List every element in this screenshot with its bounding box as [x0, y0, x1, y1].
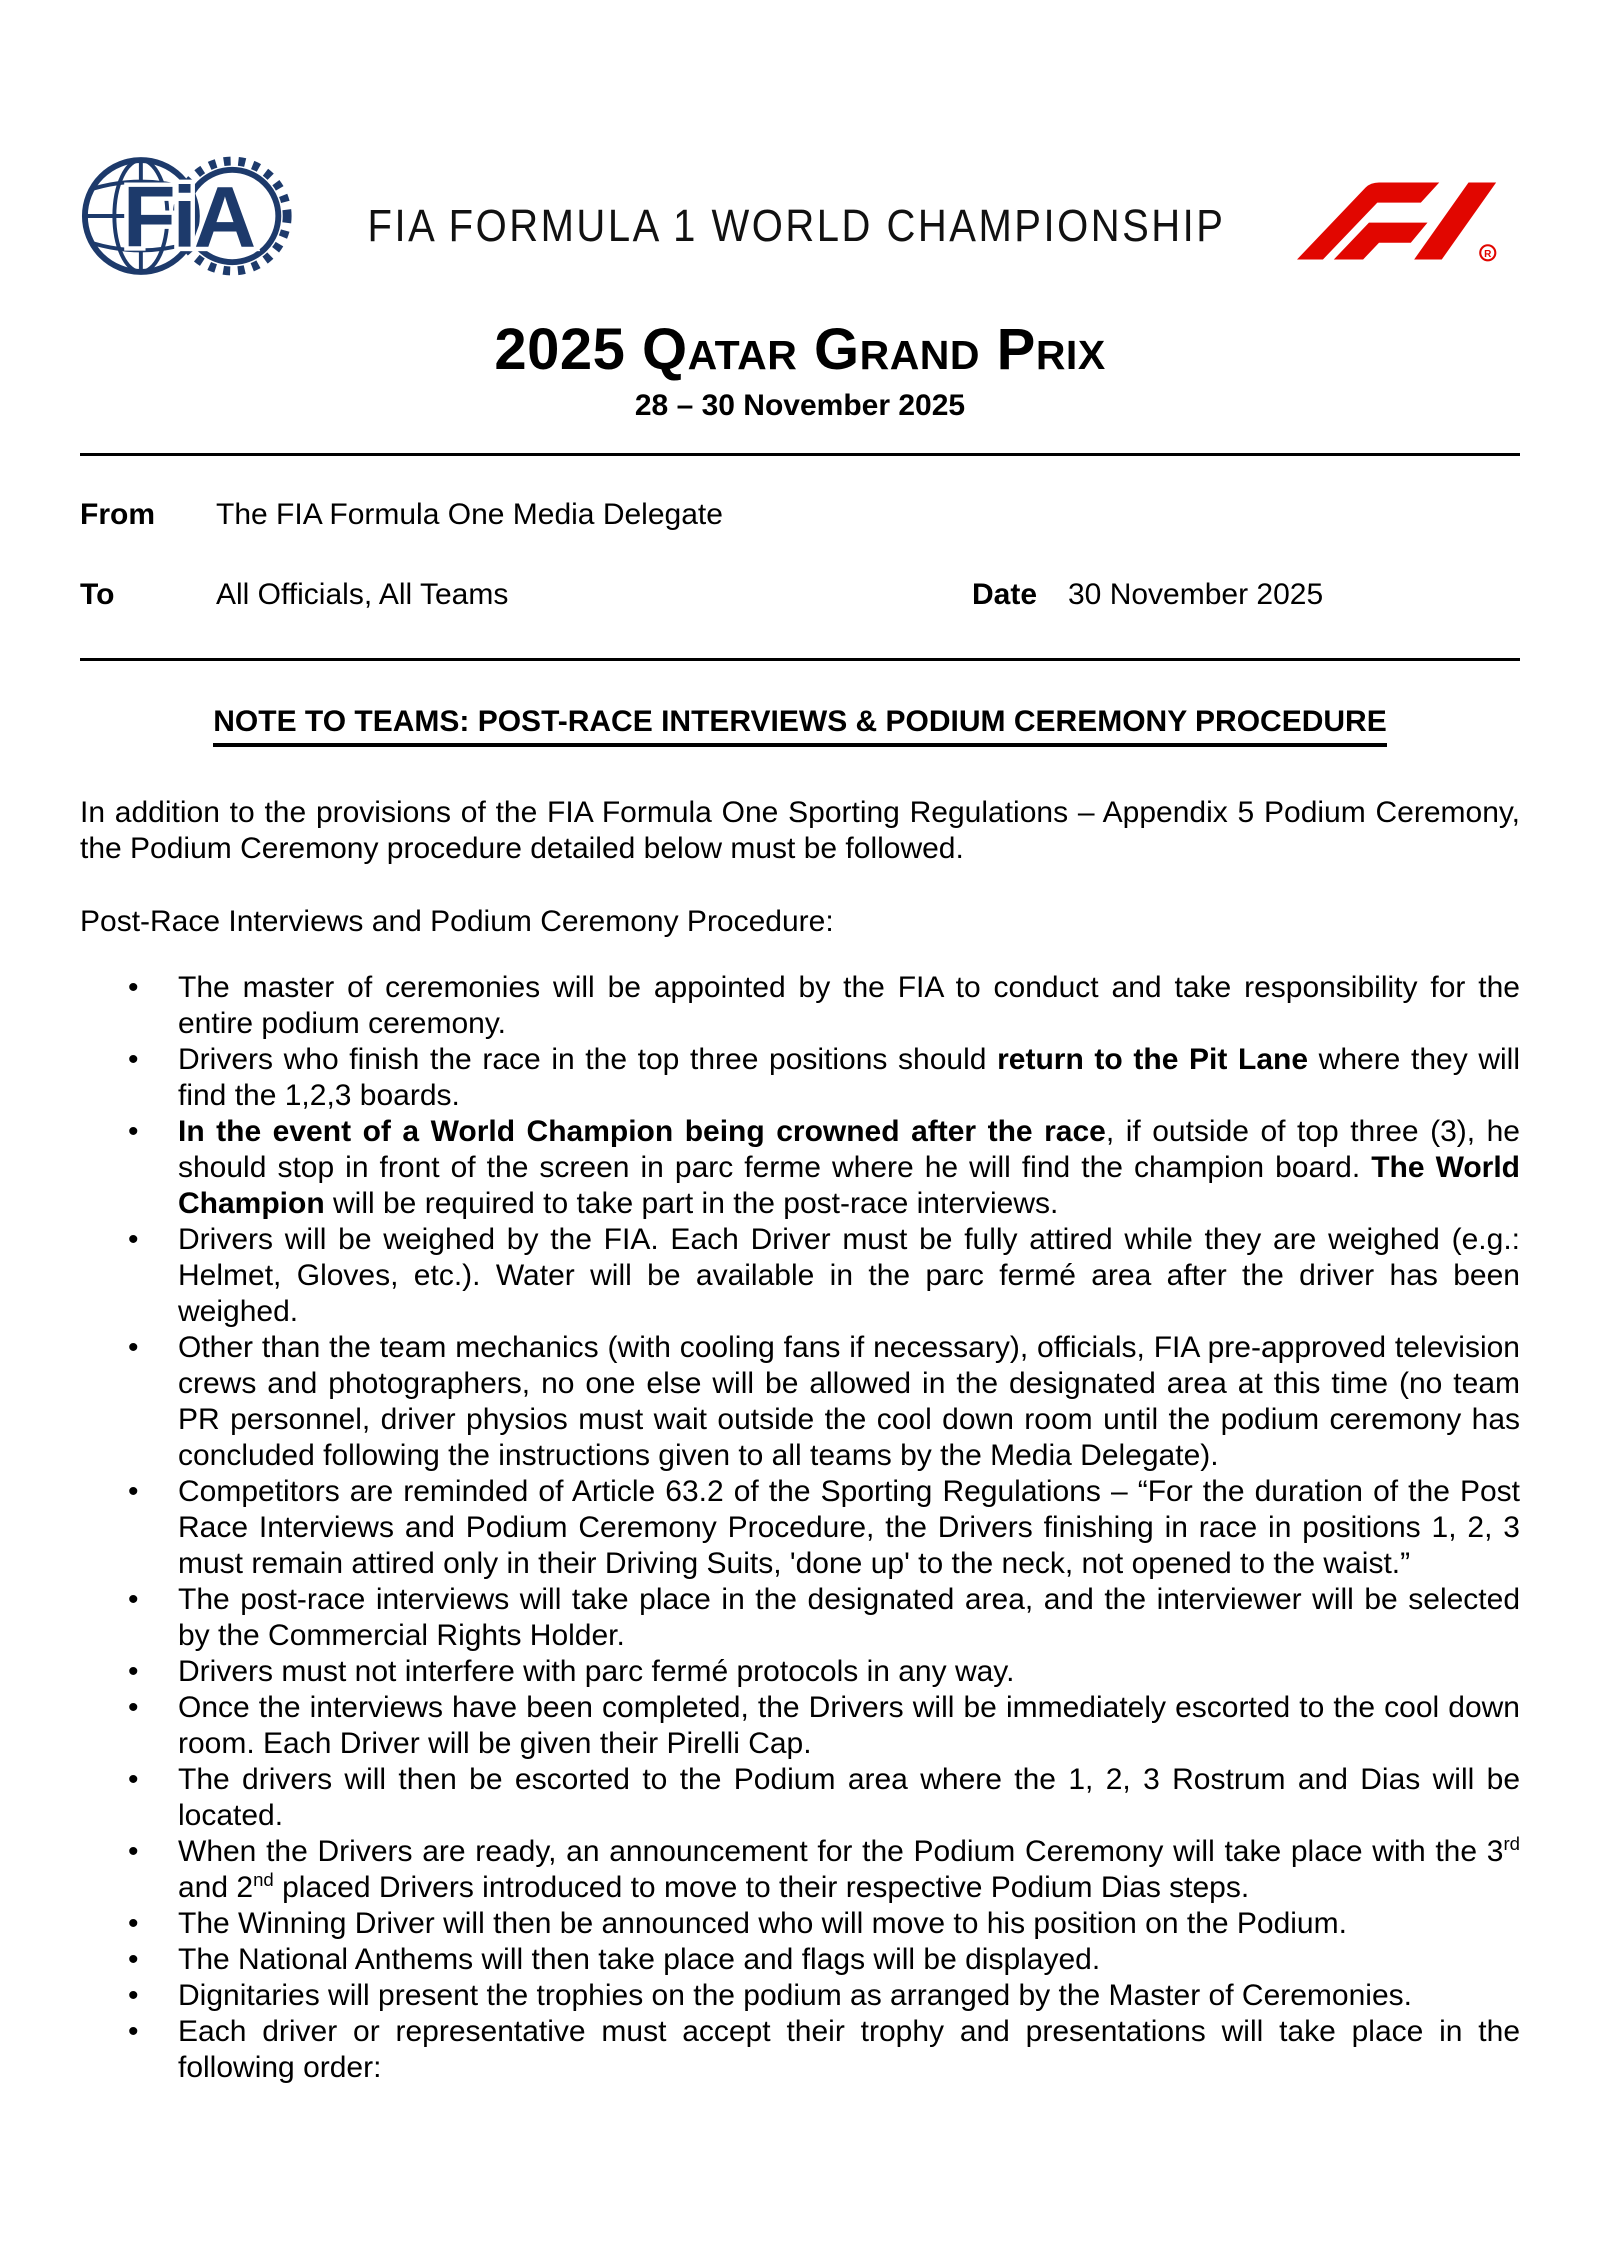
list-item: [80, 1582, 1520, 1654]
list-item: [80, 1042, 1520, 1114]
text-segment: The post-race interviews will take place in the designated area, and the interviewer will be selected by the Commercial Rights Holder.: [178, 1582, 1520, 1652]
text-segment: Once the interviews have been completed, the Drivers will be immediately escorted to the cool down room. Each Driver will be given their Pirelli Cap.: [178, 1690, 1520, 1760]
text-segment: Other than the team mechanics (with cooling fans if necessary), officials, FIA pre-approved television crews and photographers, no one else will be allowed in the designated area at this time (no team PR personnel, driver physios must wait outside the cool down room until the podium ceremony has concluded following the instructions given to all teams by the Media Delegate).: [178, 1330, 1520, 1472]
list-item: [80, 1474, 1520, 1582]
bold-text: In the event of a World Champion being crowned after the race: [178, 1114, 1106, 1148]
championship-title: FIA FORMULA 1 WORLD CHAMPIONSHIP: [367, 200, 1226, 251]
procedure-list: [80, 970, 1520, 2086]
note-heading: NOTE TO TEAMS: POST-RACE INTERVIEWS & PODIUM CEREMONY PROCEDURE: [213, 705, 1386, 747]
fia-logo-icon: [80, 128, 296, 304]
text-segment: The drivers will then be escorted to the Podium area where the 1, 2, 3 Rostrum and Dias will be located.: [178, 1762, 1520, 1832]
meta-spacer: [1068, 498, 1520, 532]
list-item: [80, 1906, 1520, 1942]
text-segment: Drivers must not interfere with parc fermé protocols in any way.: [178, 1654, 1015, 1688]
note-heading-wrap: [80, 705, 1520, 747]
divider-middle: [80, 658, 1520, 661]
ordinal-suffix: rd: [1503, 1832, 1520, 1854]
list-item: [80, 1222, 1520, 1330]
fia-logo-text: FiA: [122, 169, 254, 266]
intro-paragraph: In addition to the provisions of the FIA Formula One Sporting Regulations – Appendix 5 Podium Ceremony, the Podium Ceremony procedure detailed below must be followed.: [80, 795, 1520, 865]
list-item: [80, 1762, 1520, 1834]
from-value: The FIA Formula One Media Delegate: [216, 497, 723, 531]
procedure-list-intro: Post-Race Interviews and Podium Ceremony Procedure:: [80, 904, 834, 938]
to-value: All Officials, All Teams: [216, 577, 509, 611]
to-label: To: [80, 577, 115, 611]
registered-mark: R: [1484, 248, 1492, 260]
bold-text: return to the Pit Lane: [997, 1042, 1309, 1076]
list-item: [80, 1942, 1520, 1978]
divider-top: [80, 453, 1520, 456]
list-item: [80, 2014, 1520, 2086]
text-segment: and 2: [178, 1870, 254, 1904]
list-item: [80, 1330, 1520, 1474]
text-segment: Each driver or representative must accept their trophy and presentations will take place in the following order:: [178, 2014, 1520, 2084]
list-item: [80, 1690, 1520, 1762]
memo-meta: [80, 498, 1520, 612]
from-label: From: [80, 497, 155, 531]
list-item: [80, 1114, 1520, 1222]
event-title: 2025 Qatar Grand Prix: [494, 317, 1106, 382]
text-segment: Dignitaries will present the trophies on the podium as arranged by the Master of Ceremonies.: [178, 1978, 1412, 2012]
text-segment: placed Drivers introduced to move to their respective Podium Dias steps.: [273, 1870, 1250, 1904]
text-segment: The National Anthems will then take place and flags will be displayed.: [178, 1942, 1101, 1976]
text-segment: will be required to take part in the post-race interviews.: [324, 1186, 1059, 1220]
date-label: Date: [972, 577, 1038, 611]
list-item: [80, 1834, 1520, 1906]
meta-spacer: [972, 498, 1068, 532]
list-item: [80, 1978, 1520, 2014]
date-value: 30 November 2025: [1068, 577, 1324, 611]
bold-text: The World Champion: [178, 1150, 1521, 1220]
text-segment: The Winning Driver will then be announced who will move to his position on the Podium.: [178, 1906, 1347, 1940]
text-segment: where they will find the 1,2,3 boards.: [178, 1042, 1521, 1112]
list-item: [80, 970, 1520, 1042]
text-segment: When the Drivers are ready, an announcement for the Podium Ceremony will take place with the 3: [178, 1834, 1504, 1868]
list-item: [80, 1654, 1520, 1690]
event-dates: 28 – 30 November 2025: [634, 388, 966, 422]
text-segment: Drivers will be weighed by the FIA. Each Driver must be fully attired while they are weighed (e.g.: Helmet, Gloves, etc.). Water will be available in the parc fermé area after the driver has been weighed.: [178, 1222, 1520, 1328]
ordinal-suffix: nd: [253, 1868, 274, 1890]
text-segment: The master of ceremonies will be appointed by the FIA to conduct and take responsibility for the entire podium ceremony.: [178, 970, 1520, 1040]
text-segment: , if outside of top three (3), he should stop in front of the screen in parc ferme where he will find the champion board.: [178, 1114, 1520, 1184]
text-segment: Drivers who finish the race in the top three positions should: [178, 1042, 998, 1076]
text-segment: Competitors are reminded of Article 63.2 of the Sporting Regulations – “For the duration of the Post Race Interviews and Podium Ceremony Procedure, the Drivers finishing in race in positions 1, 2, 3 must remain attired only in their Driving Suits, 'done up' to the neck, not opened to the waist.”: [178, 1474, 1520, 1580]
document-header: [80, 128, 1520, 304]
f1-logo-icon: [1297, 177, 1502, 265]
